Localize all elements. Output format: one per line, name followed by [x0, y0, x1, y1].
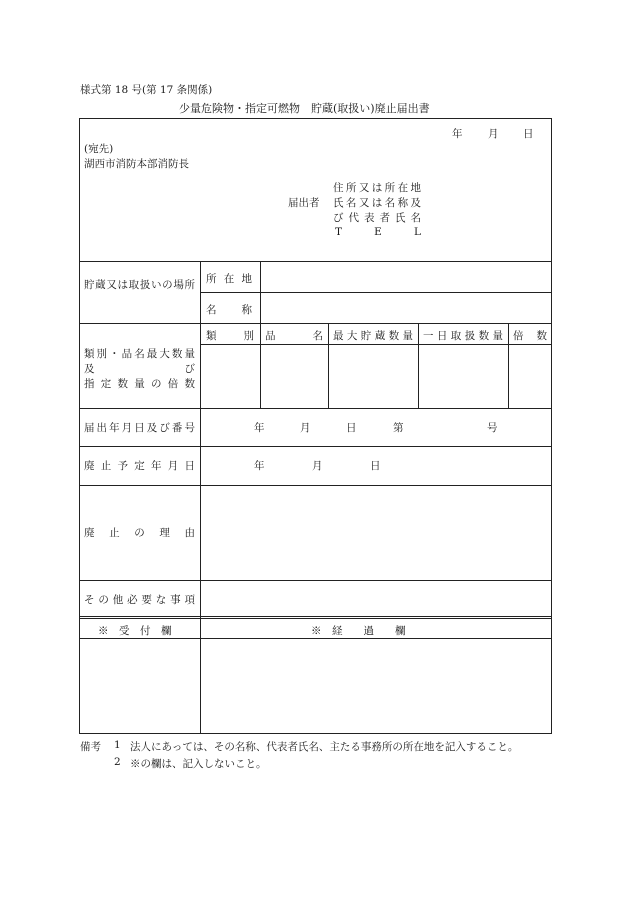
abolition-day: 日: [370, 460, 381, 472]
notes-label: 備考: [80, 741, 101, 753]
rule-qty-col4: [508, 323, 509, 408]
rule-storage-sub: [260, 261, 261, 323]
rule-reason-bottom: [79, 580, 552, 581]
qty-label-line1: 類別・品名最大数量: [84, 348, 195, 360]
form-number: 様式第 18 号(第 17 条関係): [80, 84, 213, 96]
qty-label-line2: [84, 361, 195, 376]
rule-reception-header: [79, 638, 552, 639]
storage-name-label: 名称: [206, 304, 252, 316]
rule-other-bottom: [79, 616, 552, 619]
rule-top-section: [79, 261, 552, 262]
rule-abolition-bottom: [79, 485, 552, 486]
rule-storage-bottom: [79, 323, 552, 324]
filing-no-suffix: 号: [487, 422, 498, 434]
rule-filing-bottom: [79, 446, 552, 447]
rule-storage-mid: [200, 292, 552, 293]
form-title: 少量危険物・指定可燃物 貯蔵(取扱い)廃止届出書: [179, 102, 430, 115]
tel-l: L: [414, 226, 421, 238]
addressee-name: 湖西市消防本部消防長: [84, 158, 189, 170]
progress-label: ※ 経 過 欄: [311, 625, 406, 637]
notifier-address-label: 住所又は所在地: [333, 182, 421, 194]
addressee-prefix: (宛先): [84, 143, 114, 155]
date-month: 月: [488, 128, 499, 140]
notifier-label: 届出者: [288, 197, 320, 209]
notifier-name-label-1: 氏名又は名称及: [333, 197, 421, 209]
other-label: その他必要な事項: [84, 594, 195, 606]
notifier-tel-label: [335, 226, 421, 238]
reason-label: 廃止の理由: [84, 527, 195, 539]
filing-label: 届出年月日及び番号: [84, 422, 195, 434]
storage-location-label: 所在地: [206, 273, 252, 285]
rule-qty-col2: [328, 323, 329, 408]
qty-header-max-storage: 最大貯蔵数量: [333, 330, 413, 342]
abolition-date-label: 廃止予定年月日: [84, 460, 195, 472]
abolition-month: 月: [312, 460, 323, 472]
note-2-text: ※の欄は、記入しないこと。: [130, 758, 267, 770]
note-2-number: 2: [114, 756, 121, 768]
date-day: 日: [523, 128, 534, 140]
abolition-year: 年: [254, 460, 265, 472]
filing-month: 月: [300, 422, 311, 434]
tel-t: T: [335, 226, 343, 238]
rule-qty-header: [200, 344, 552, 345]
note-1-text: 法人にあっては、その名称、代表者氏名、主たる事務所の所在地を記入すること。: [130, 741, 519, 753]
tel-e: E: [374, 226, 382, 238]
notifier-name-label-2: び代表者氏名: [333, 212, 421, 224]
note-1-number: 1: [114, 739, 121, 751]
qty-header-class: 類別: [206, 330, 254, 342]
rule-left-column: [200, 261, 201, 734]
qty-header-item: 品名: [265, 330, 323, 342]
qty-label-bi: び: [184, 363, 195, 375]
rule-qty-bottom: [79, 408, 552, 409]
rule-qty-col1: [260, 323, 261, 408]
qty-label-line3: 指定数量の倍数: [84, 378, 195, 390]
filing-year: 年: [254, 422, 265, 434]
filing-no-prefix: 第: [393, 422, 404, 434]
qty-header-multiple: 倍数: [513, 330, 547, 342]
qty-label-and: 及: [84, 363, 95, 375]
rule-qty-col3: [418, 323, 419, 408]
storage-place-label: 貯蔵又は取扱いの場所: [84, 279, 195, 291]
qty-header-daily: 一日取扱数量: [423, 330, 503, 342]
filing-day: 日: [346, 422, 357, 434]
reception-label: ※ 受 付 欄: [98, 625, 172, 637]
date-year: 年: [452, 128, 463, 140]
